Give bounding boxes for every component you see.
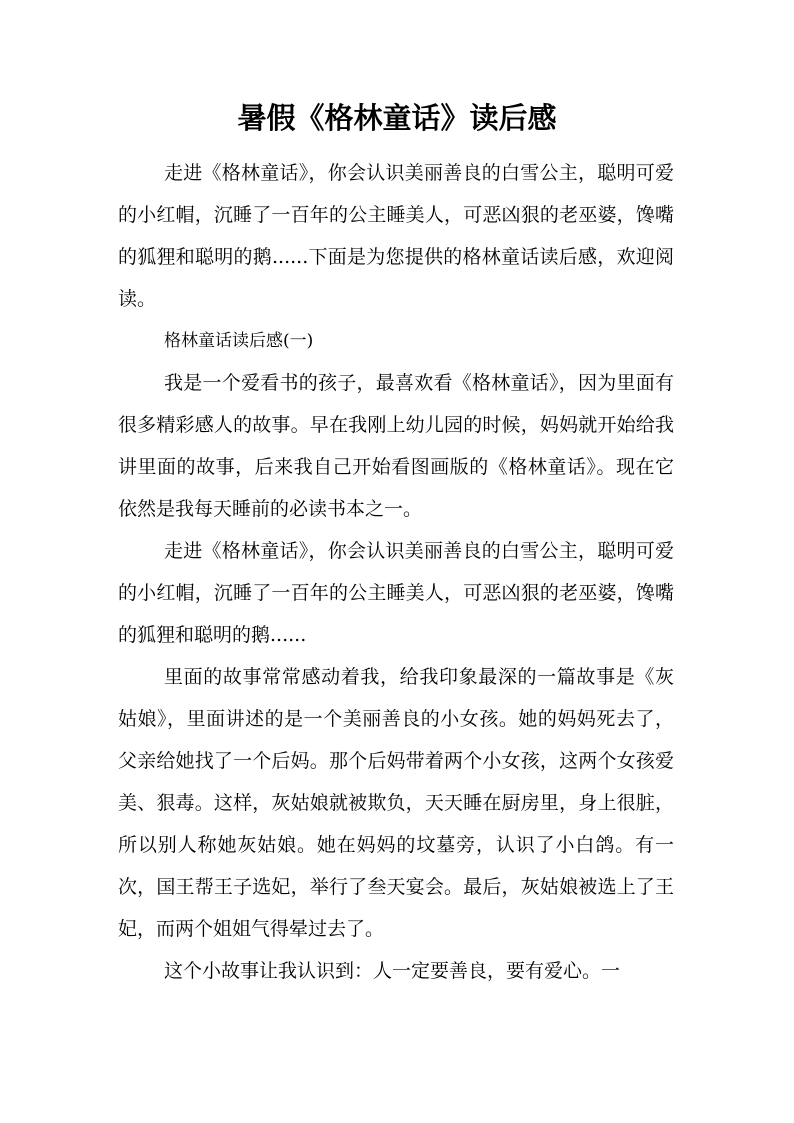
document-body — [118, 152, 674, 992]
section-heading: 格林童话读后感(一) — [164, 331, 314, 351]
document-title: 暑假《格林童话》读后感 — [237, 101, 557, 135]
body-paragraph: 我是一个爱看书的孩子，最喜欢看《格林童话》，因为里面有很多精彩感人的故事。早在我刚上幼儿园的时候，妈妈就开始给我讲里面的故事，后来我自己开始看图画版的《格林童话》。现在它依然是我每天睡前的必读书本之一。 — [118, 372, 674, 520]
body-paragraph: 走进《格林童话》，你会认识美丽善良的白雪公主，聪明可爱的小红帽，沉睡了一百年的公主睡美人，可恶凶狠的老巫婆，馋嘴的狐狸和聪明的鹅...... — [118, 540, 674, 646]
body-paragraph: 这个小故事让我认识到：人一定要善良，要有爱心。一 — [164, 960, 621, 982]
body-paragraph: 里面的故事常常感动着我，给我印象最深的一篇故事是《灰姑娘》，里面讲述的是一个美丽善良的小女孩。她的妈妈死去了，父亲给她找了一个后妈。那个后妈带着两个小女孩，这两个女孩爱美、狠毒。这样，灰姑娘就被欺负，天天睡在厨房里，身上很脏，所以别人称她灰姑娘。她在妈妈的坟墓旁，认识了小白鸽。有一次，国王帮王子选妃，举行了叁天宴会。最后，灰姑娘被选上了王妃，而两个姐姐气得晕过去了。 — [118, 666, 674, 940]
intro-paragraph: 走进《格林童话》，你会认识美丽善良的白雪公主，聪明可爱的小红帽，沉睡了一百年的公主睡美人，可恶凶狠的老巫婆，馋嘴的狐狸和聪明的鹅......下面是为您提供的格林童话读后感，欢迎阅读。 — [118, 162, 674, 310]
